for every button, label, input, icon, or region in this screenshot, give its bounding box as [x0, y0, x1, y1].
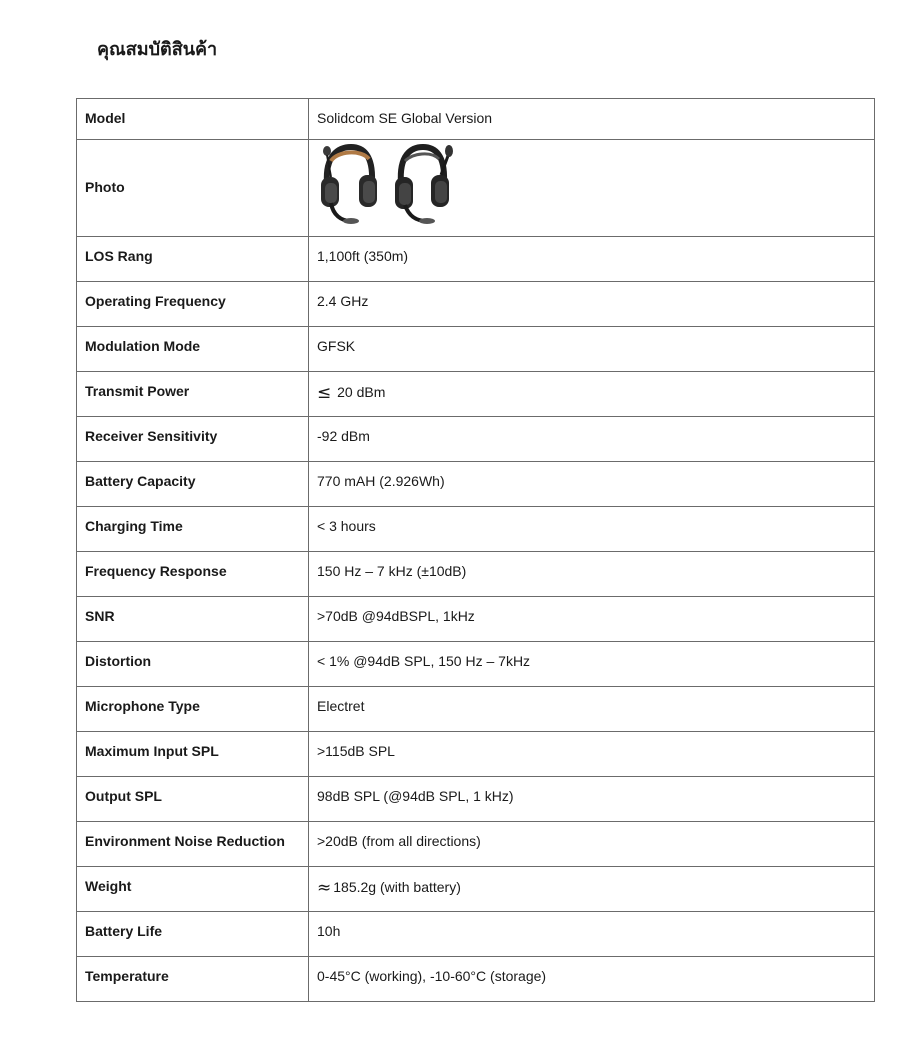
table-row — [77, 687, 875, 732]
spec-label: SNR — [77, 597, 309, 642]
spec-label: Maximum Input SPL — [77, 732, 309, 777]
spec-value-cell — [309, 867, 875, 912]
spec-label: Photo — [77, 140, 309, 237]
table-row — [77, 777, 875, 822]
spec-label: Battery Life — [77, 912, 309, 957]
spec-value: >115dB SPL — [309, 732, 875, 777]
table-row — [77, 642, 875, 687]
table-row — [77, 507, 875, 552]
spec-label: Operating Frequency — [77, 282, 309, 327]
headset-image — [317, 143, 381, 225]
table-row — [77, 327, 875, 372]
spec-label: Receiver Sensitivity — [77, 417, 309, 462]
table-row — [77, 140, 875, 237]
table-row — [77, 99, 875, 140]
spec-value: 150 Hz – 7 kHz (±10dB) — [309, 552, 875, 597]
table-row — [77, 462, 875, 507]
spec-value: 10h — [309, 912, 875, 957]
spec-value: -92 dBm — [309, 417, 875, 462]
spec-value: 20 dBm — [337, 384, 386, 400]
spec-value: GFSK — [309, 327, 875, 372]
spec-value: 1,100ft (350m) — [309, 237, 875, 282]
spec-value: 770 mAH (2.926Wh) — [309, 462, 875, 507]
spec-value: 2.4 GHz — [309, 282, 875, 327]
table-row — [77, 867, 875, 912]
table-row — [77, 597, 875, 642]
spec-label: LOS Rang — [77, 237, 309, 282]
spec-label: Temperature — [77, 957, 309, 1002]
spec-label: Distortion — [77, 642, 309, 687]
table-row — [77, 822, 875, 867]
table-row — [77, 732, 875, 777]
table-row — [77, 552, 875, 597]
spec-label: Frequency Response — [77, 552, 309, 597]
spec-value: >70dB @94dBSPL, 1kHz — [309, 597, 875, 642]
spec-value: < 3 hours — [309, 507, 875, 552]
table-row — [77, 237, 875, 282]
table-row — [77, 282, 875, 327]
spec-value: >20dB (from all directions) — [309, 822, 875, 867]
headset-image — [391, 143, 455, 225]
spec-table — [76, 98, 875, 1002]
spec-label: Microphone Type — [77, 687, 309, 732]
spec-label: Charging Time — [77, 507, 309, 552]
spec-photo-cell — [309, 140, 875, 237]
table-row — [77, 372, 875, 417]
spec-label: Model — [77, 99, 309, 140]
spec-value: < 1% @94dB SPL, 150 Hz – 7kHz — [309, 642, 875, 687]
spec-value: 0-45°C (working), -10-60°C (storage) — [309, 957, 875, 1002]
spec-value: 185.2g (with battery) — [333, 879, 461, 895]
table-row — [77, 912, 875, 957]
spec-label: Modulation Mode — [77, 327, 309, 372]
spec-label: Battery Capacity — [77, 462, 309, 507]
spec-value: Solidcom SE Global Version — [309, 99, 875, 140]
spec-label: Output SPL — [77, 777, 309, 822]
product-photo — [317, 143, 866, 225]
less-than-or-equal-symbol: ≤ — [317, 383, 332, 403]
spec-label: Environment Noise Reduction — [77, 822, 309, 867]
page-title: คุณสมบัติสินค้า — [97, 39, 218, 60]
table-row — [77, 957, 875, 1002]
spec-label: Transmit Power — [77, 372, 309, 417]
approximately-symbol: ≈ — [317, 878, 332, 898]
spec-label: Weight — [77, 867, 309, 912]
spec-value: Electret — [309, 687, 875, 732]
spec-value-cell — [309, 372, 875, 417]
spec-value: 98dB SPL (@94dB SPL, 1 kHz) — [309, 777, 875, 822]
table-row — [77, 417, 875, 462]
